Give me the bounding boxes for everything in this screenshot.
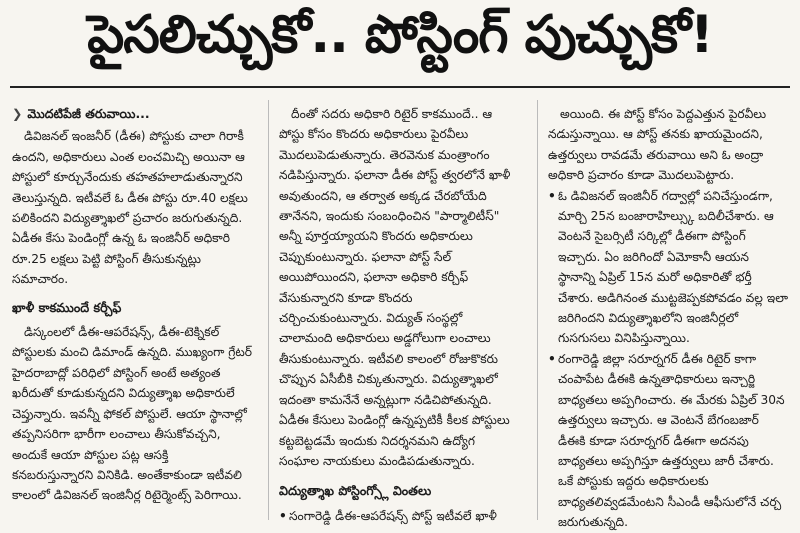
column-2 [279,104,519,523]
column-separator [537,100,538,520]
body-paragraph: దీంతో సదరు అధికారి రిటైర్ కాకముందే.. ఆ పోస్టు కోసం కొందరు అధికారులు పైరవీలు మొదలుపెడుతున్నారు. తెరవెనుక మంత్రాంగం నడిపిస్తున్నారు. ఫలానా డీఈ పోస్ట్ త్వరలోనే ఖాళీ అవుతుందని, ఆ తర్వాత అక్కడ చేరబోయేది తానేనని, ఇందుకు సంబంధించిన "పార్మాలిటీస్" అన్నీ పూర్తయ్యాయని కొందరు అధికారులు చెప్పుకుంటున్నారు. ఫలానా పోస్ట్ సేల్ అయిపోయిందని, ఫలానా అధికారి కర్చీఫ్ వేసుకున్నారని కూడా కొందరు చర్చించుకుంటున్నారు. విద్యుత్ సంస్థల్లో చాలామంది అధికారులు అడ్డగోలుగా లంచాలు తీసుకుంటున్నారు. ఇటీవలి కాలంలో రోజుకొకరు చొప్పున ఏసీబీకి చిక్కుతున్నారు. విద్యుత్శాఖలో ఇదంతా కామనేనే అన్నట్లుగా నడిచిపోతున్నది. ఏడీఈ కేసులు పెండింగ్లో ఉన్నప్పటికీ కీలక పోస్టులు కట్టబెట్టడమే ఇందుకు నిదర్శనమని ఉద్యోగ సంఘాల నాయకులు మండిపడుతున్నారు. [279,107,511,468]
headline-rule [10,86,790,88]
body-paragraph: అయింది. ఈ పోస్ట్ కోసం పెద్దఎత్తున పైరవీలు నడుస్తున్నాయి. ఆ పోస్ట్ తనకు ఖాయమైందని, ఉత్తర్వులు రావడమే తరువాయి అని ఓ అంద్రా అధికారి ప్రచారం కూడా మొదలుపెట్టారు. [548,107,767,183]
subheading: ఖాళీ కాకముందే కర్చీఫ్ [12,299,122,315]
kicker-text: మొదటిపేజీ తరువాయి... [27,106,150,121]
bullet-item: • సంగారెడ్డి డీఈ-ఆపరేషన్స్ పోస్ట్ ఇటీవలే ఖాళీ [279,506,519,526]
column-3 [548,104,788,530]
body-paragraph: డివిజనల్ ఇంజనీర్ (డీఈ) పోస్టుకు చాలా గిరాకీ ఉందని, అధికారులు ఎంత లంచమిచ్చి అయినా ఆ పోస్టులో కూర్చునేందుకు తహతహలాడుతున్నారని తెలుస్తున్నది. ఇటీవలే ఓ డీఈ పోస్టు రూ.40 లక్షలు పలికిందని విద్యుత్శాఖలో ప్రచారం జరుగుతున్నది. ఏడీఈ కేసు పెండింగ్లో ఉన్న ఓ ఇంజినీర్ అధికారి రూ.25 లక్షలు పెట్టి పోస్టింగ్ తీసుకున్నట్లు సమాచారం. [12,129,248,287]
column-separator [268,100,269,520]
bullet-item: • ఓ డివిజనల్ ఇంజినీర్ గద్వాల్లో పనిచేస్తుండగా, మార్చి 25న బంజారాహిల్స్కు బదిలీచేశారు. ఆ వెంటనే సైబర్సిటీ సర్కిల్లో డీఈగా పోస్టింగ్ ఇచ్చారు. ఏం జరిగిందో ఏమోకానీ ఆయన స్థానాన్ని ఏప్రిల్ 15న మరో అధికారితో భర్తీ చేశారు. అడిగినంత ముట్టజెప్పకపోవడం వల్ల ఇలా జరిగిందని విద్యుత్శాఖలోని ఇంజినీర్లలో గుసగుసలు వినిపిస్తున్నాయి. [548,186,788,349]
body-paragraph: డిస్కంలలో డీఈ-ఆపరేషన్స్, డీఈ-టెక్నికల్ పోస్టులకు మంచి డిమాండ్ ఉన్నది. ముఖ్యంగా గ్రేటర్ హైదరాబాద్లో పరిధిలో పోస్టింగ్ అంటే అత్యంత ఖరీదుతో కూడుకున్నదని విద్యుత్శాఖ అధికారులే చెప్తున్నారు. ఇవన్నీ ఫోకల్ పోస్టులే. ఆయా స్థానాల్లో తప్పనిసరిగా భారీగా లంచాలు తీసుకోవచ్చని, అందుకే ఆయా పోస్టుల పట్ల ఆసక్తి కనబరుస్తున్నారని వినికిడి. అంతేకాకుండా ఇటీవలి కాలంలో డివిజనల్ ఇంజినీర్ల రిటైర్మెంట్స్ పెరిగాయి. [12,325,252,503]
headline: పైసలిచ్చుకో.. పోస్టింగ్ పుచ్చుకో! [87,4,713,65]
subheading: విద్యుత్శాఖ పోస్టింగ్స్లో వింతలు [279,483,432,499]
chevron-right-icon: ❯ [12,106,23,121]
continued-kicker [12,104,252,124]
bullet-item: • రంగారెడ్డి జిల్లా సరూర్నగర్ డీఈ రిటైర్ కాగా చంపాపేట డీఈకి ఉన్నతాధికారులు ఇన్చార్జి బాధ్యతలు అప్పగించారు. ఈ మేరకు ఏప్రిల్ 30న ఉత్తర్వులు ఇచ్చారు. ఆ వెంటనే బేగంబజార్ డీఈకి కూడా సరూర్నగర్ డీఈగా అదనపు బాధ్యతలు అప్పగిస్తూ ఉత్తర్వులు జారీ చేశారు. ఒకే పోస్టుకు ఇద్దరు అధికారులకు బాధ్యతలివ్వడమేంటని సీఎండీ ఆఫీసులోనే చర్చ జరుగుతున్నది. [548,349,788,533]
column-1 [12,104,252,520]
